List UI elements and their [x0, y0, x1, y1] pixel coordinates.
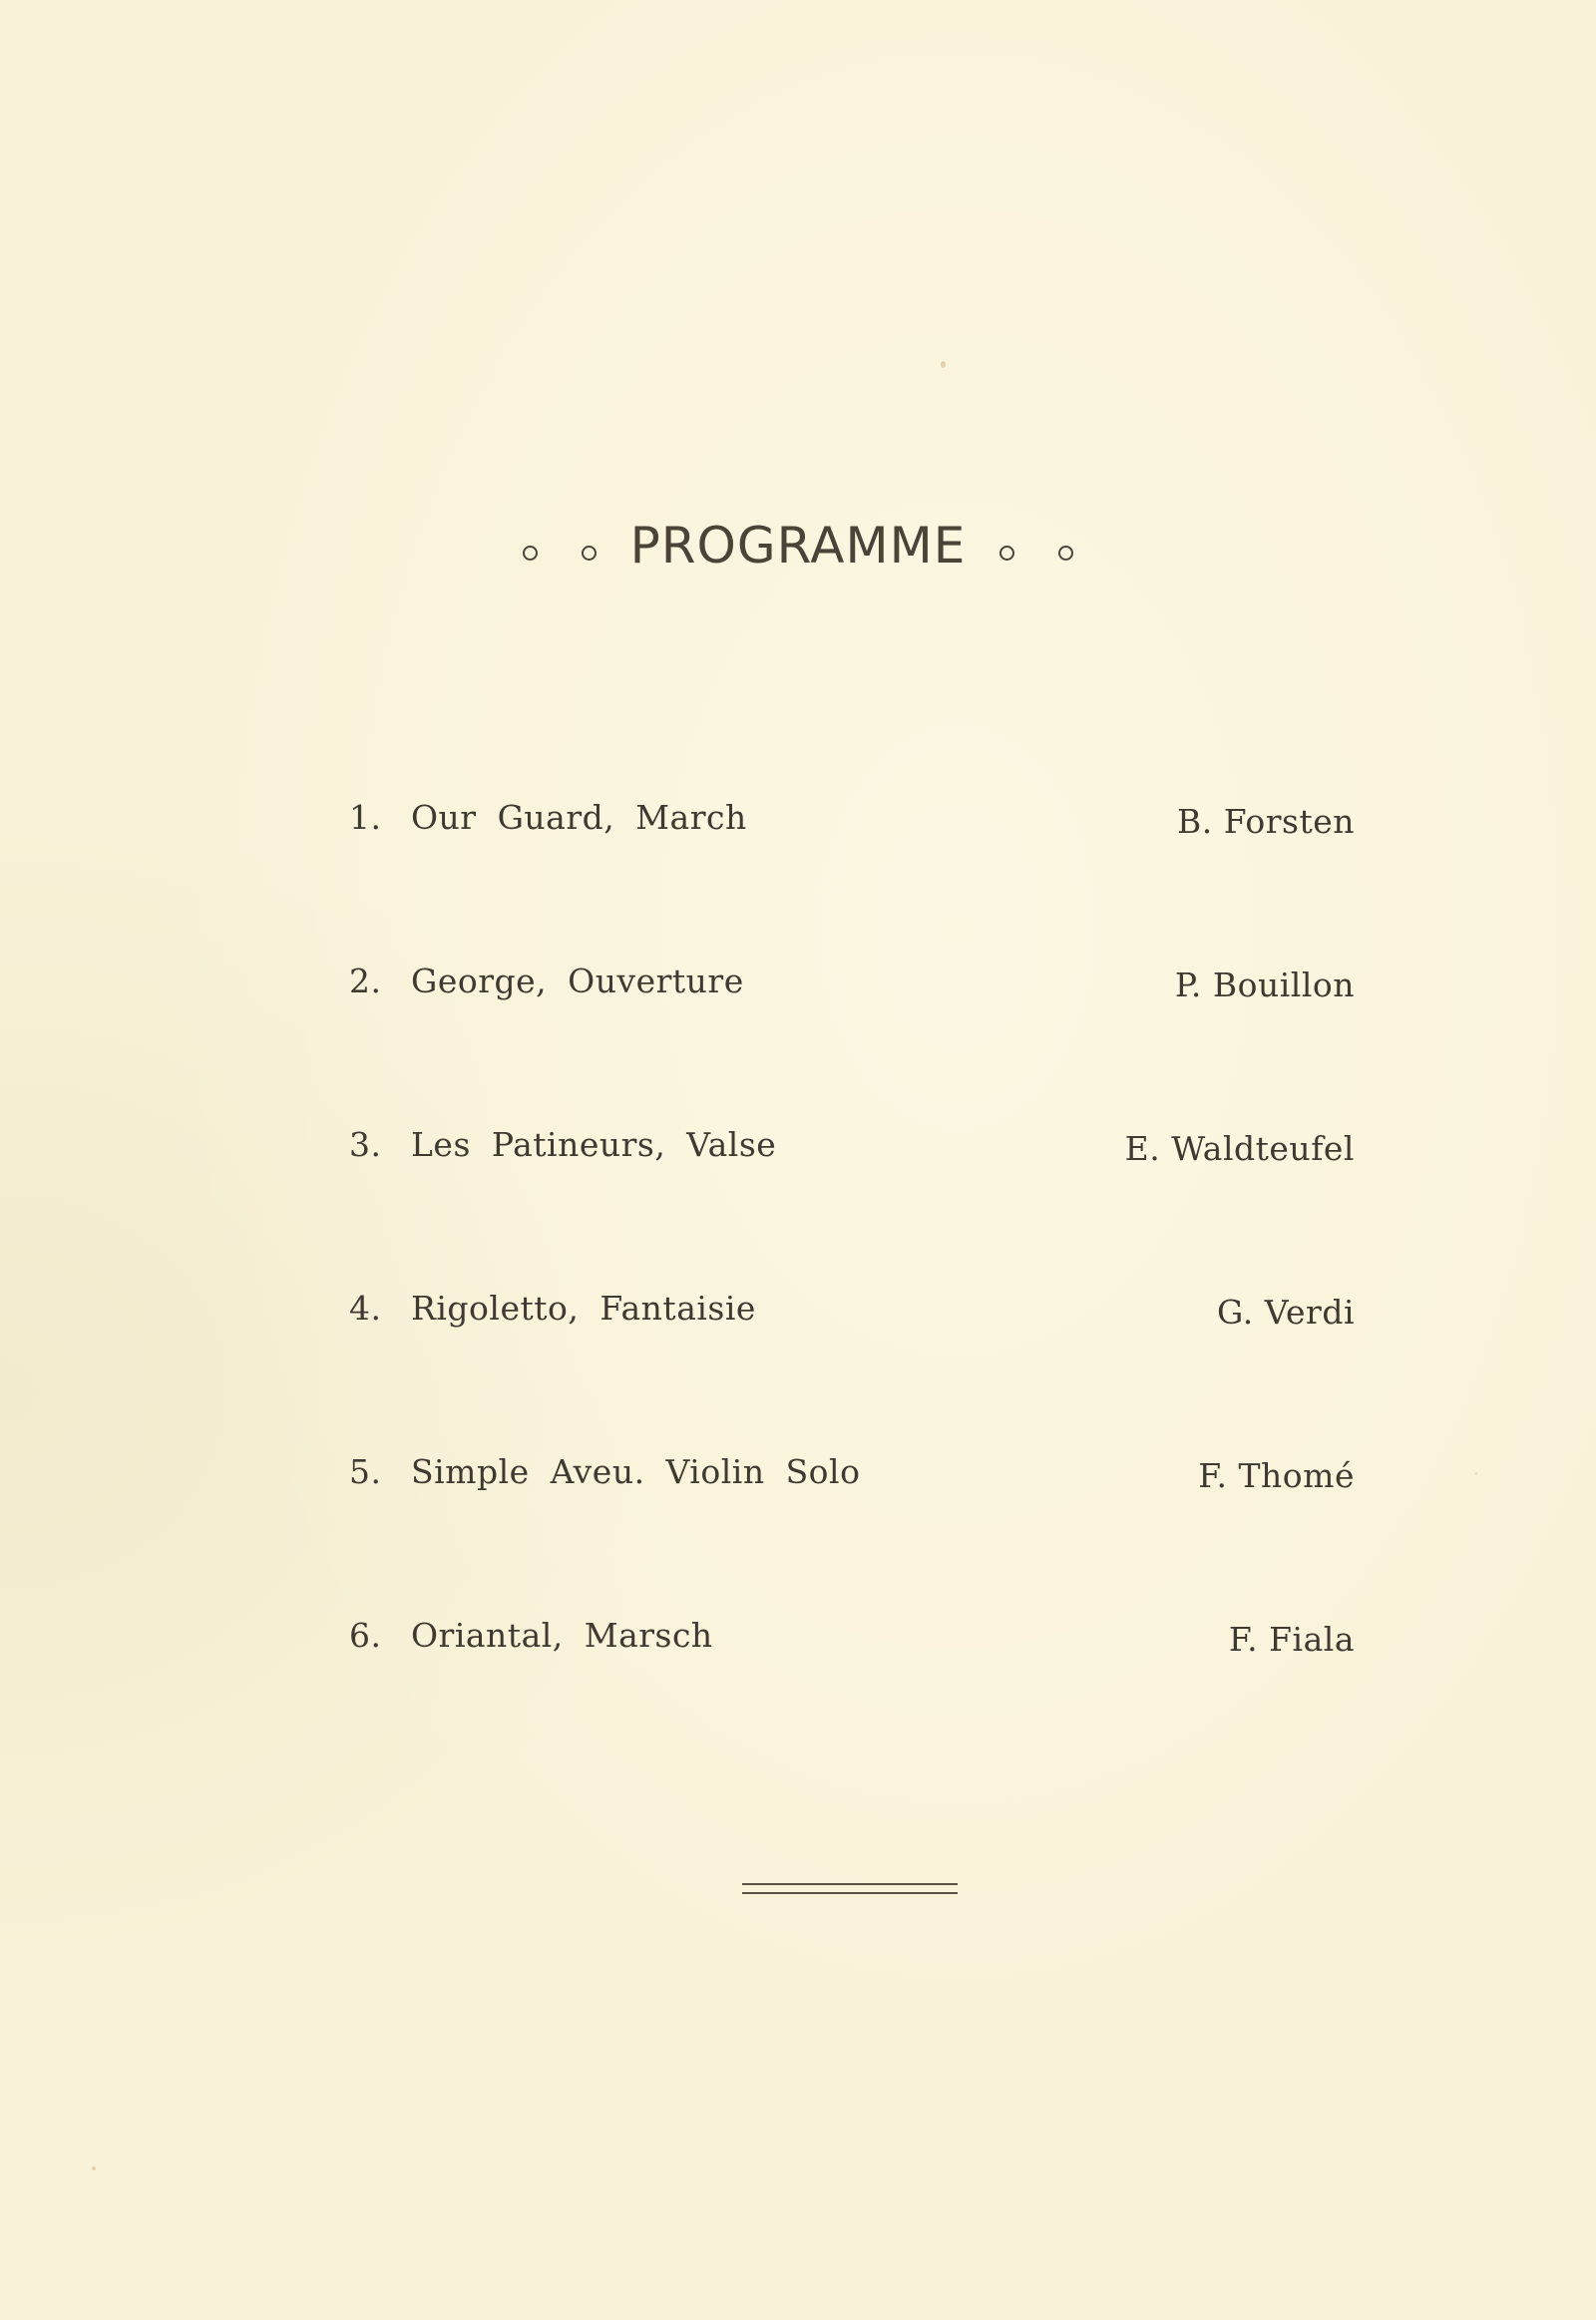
programme-item	[349, 962, 1355, 1125]
programme-item	[349, 1616, 1355, 1779]
ring-ornament-icon	[582, 546, 597, 561]
item-number: 1.	[349, 798, 382, 837]
paper-speck	[92, 2166, 96, 2170]
item-composer: G. Verdi	[1217, 1293, 1355, 1332]
item-composer: B. Forsten	[1177, 802, 1355, 841]
programme-heading	[0, 517, 1596, 575]
item-number: 4.	[349, 1289, 382, 1328]
item-number: 2.	[349, 962, 382, 1000]
item-composer: F. Thomé	[1198, 1456, 1355, 1495]
programme-item	[349, 798, 1355, 962]
closing-double-rule	[742, 1883, 958, 1894]
item-number: 3.	[349, 1125, 382, 1164]
item-title: Les Patineurs, Valse	[411, 1125, 777, 1164]
programme-item	[349, 1452, 1355, 1616]
ring-ornament-icon	[1058, 546, 1073, 561]
programme-item	[349, 1289, 1355, 1452]
item-composer: F. Fiala	[1228, 1620, 1355, 1659]
rule-line	[742, 1892, 958, 1894]
page-title: PROGRAMME	[629, 517, 967, 575]
item-title: Simple Aveu. Violin Solo	[411, 1452, 861, 1491]
item-number: 5.	[349, 1452, 382, 1491]
item-title: Oriantal, Marsch	[411, 1616, 713, 1655]
item-title: Our Guard, March	[411, 798, 747, 837]
paper-speck	[941, 361, 946, 368]
item-composer: E. Waldteufel	[1124, 1129, 1355, 1168]
programme-item	[349, 1125, 1355, 1289]
item-title: George, Ouverture	[411, 962, 744, 1000]
programme-list	[349, 798, 1355, 1779]
item-composer: P. Bouillon	[1174, 966, 1355, 1004]
right-ornament	[999, 546, 1073, 561]
paper-speck	[1474, 1472, 1477, 1475]
ring-ornament-icon	[523, 546, 538, 561]
left-ornament	[523, 546, 597, 561]
item-number: 6.	[349, 1616, 382, 1655]
item-title: Rigoletto, Fantaisie	[411, 1289, 756, 1328]
ring-ornament-icon	[999, 546, 1014, 561]
rule-line	[742, 1883, 958, 1885]
